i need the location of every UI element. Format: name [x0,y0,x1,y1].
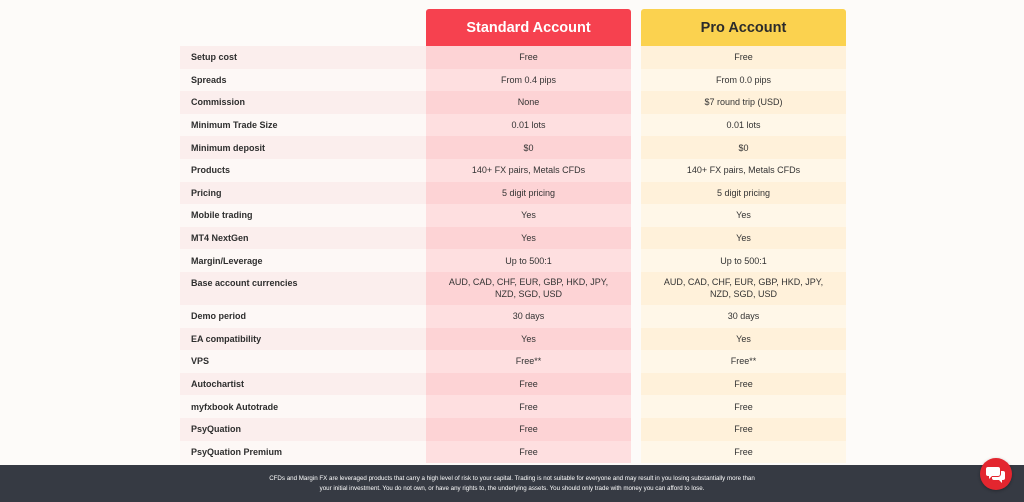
table-row [180,69,846,92]
pro-value: 5 digit pricing [641,182,846,205]
standard-value: Free [426,373,631,396]
table-row [180,204,846,227]
table-row [180,159,846,182]
chat-bubbles-icon [986,465,1006,483]
pro-value: Free [641,46,846,69]
row-label: Minimum Trade Size [180,114,426,137]
standard-value: Free [426,46,631,69]
risk-disclaimer-bar [0,465,1024,502]
standard-value: AUD, CAD, CHF, EUR, GBP, HKD, JPY, NZD, SGD, USD [448,277,609,300]
chat-button[interactable] [980,458,1012,490]
standard-value: Yes [426,204,631,227]
standard-value: Free** [426,350,631,373]
table-row [180,328,846,351]
row-label: MT4 NextGen [180,227,426,250]
row-label: Base account currencies [180,272,426,305]
row-label: PsyQuation Premium [180,441,426,464]
table-row [180,249,846,272]
row-label: myfxbook Autotrade [180,395,426,418]
comparison-table [180,9,846,463]
table-header [180,9,846,46]
row-label: Autochartist [180,373,426,396]
pro-value: Free** [641,350,846,373]
table-row [180,395,846,418]
pro-value: Yes [641,328,846,351]
table-row [180,272,846,305]
table-body [180,46,846,463]
pro-value: AUD, CAD, CHF, EUR, GBP, HKD, JPY, NZD, SGD, USD [663,277,824,300]
standard-value: 30 days [426,305,631,328]
row-label: Pricing [180,182,426,205]
table-row [180,418,846,441]
risk-disclaimer-text: CFDs and Margin FX are leveraged products that carry a high level of risk to your capital. Trading is not suitable for everyone and may result in you losing substantially more than your initial investment. You do not own, or have any rights to, the underlying assets. You should only trade with money you can afford to lose. [269,474,755,492]
standard-value: Up to 500:1 [426,249,631,272]
pro-value: Up to 500:1 [641,249,846,272]
row-label: Setup cost [180,46,426,69]
row-label: Products [180,159,426,182]
pro-value: Free [641,418,846,441]
row-label: Margin/Leverage [180,249,426,272]
table-row [180,136,846,159]
pro-value: $7 round trip (USD) [641,91,846,114]
standard-value: 5 digit pricing [426,182,631,205]
standard-value: $0 [426,136,631,159]
standard-value: Yes [426,328,631,351]
standard-value: None [426,91,631,114]
table-row [180,441,846,464]
standard-value: From 0.4 pips [426,69,631,92]
standard-value: Yes [426,227,631,250]
pro-value: From 0.0 pips [641,69,846,92]
row-label: PsyQuation [180,418,426,441]
standard-value: 140+ FX pairs, Metals CFDs [426,159,631,182]
table-row [180,373,846,396]
row-label: Demo period [180,305,426,328]
table-row [180,91,846,114]
pro-value: 140+ FX pairs, Metals CFDs [641,159,846,182]
pro-value: Yes [641,227,846,250]
standard-value: Free [426,418,631,441]
table-row [180,182,846,205]
pro-value: Yes [641,204,846,227]
row-label: Minimum deposit [180,136,426,159]
table-row [180,227,846,250]
pro-value: 30 days [641,305,846,328]
row-label: Commission [180,91,426,114]
table-row [180,350,846,373]
pro-account-header: Pro Account [641,9,846,46]
row-label: Mobile trading [180,204,426,227]
pro-value: 0.01 lots [641,114,846,137]
row-label: VPS [180,350,426,373]
pro-value: Free [641,441,846,464]
pro-value: $0 [641,136,846,159]
table-row [180,305,846,328]
standard-account-header: Standard Account [426,9,631,46]
row-label: EA compatibility [180,328,426,351]
standard-value: Free [426,441,631,464]
table-row [180,46,846,69]
standard-value: 0.01 lots [426,114,631,137]
standard-value: Free [426,395,631,418]
table-row [180,114,846,137]
pro-value: Free [641,395,846,418]
row-label: Spreads [180,69,426,92]
pro-value: Free [641,373,846,396]
